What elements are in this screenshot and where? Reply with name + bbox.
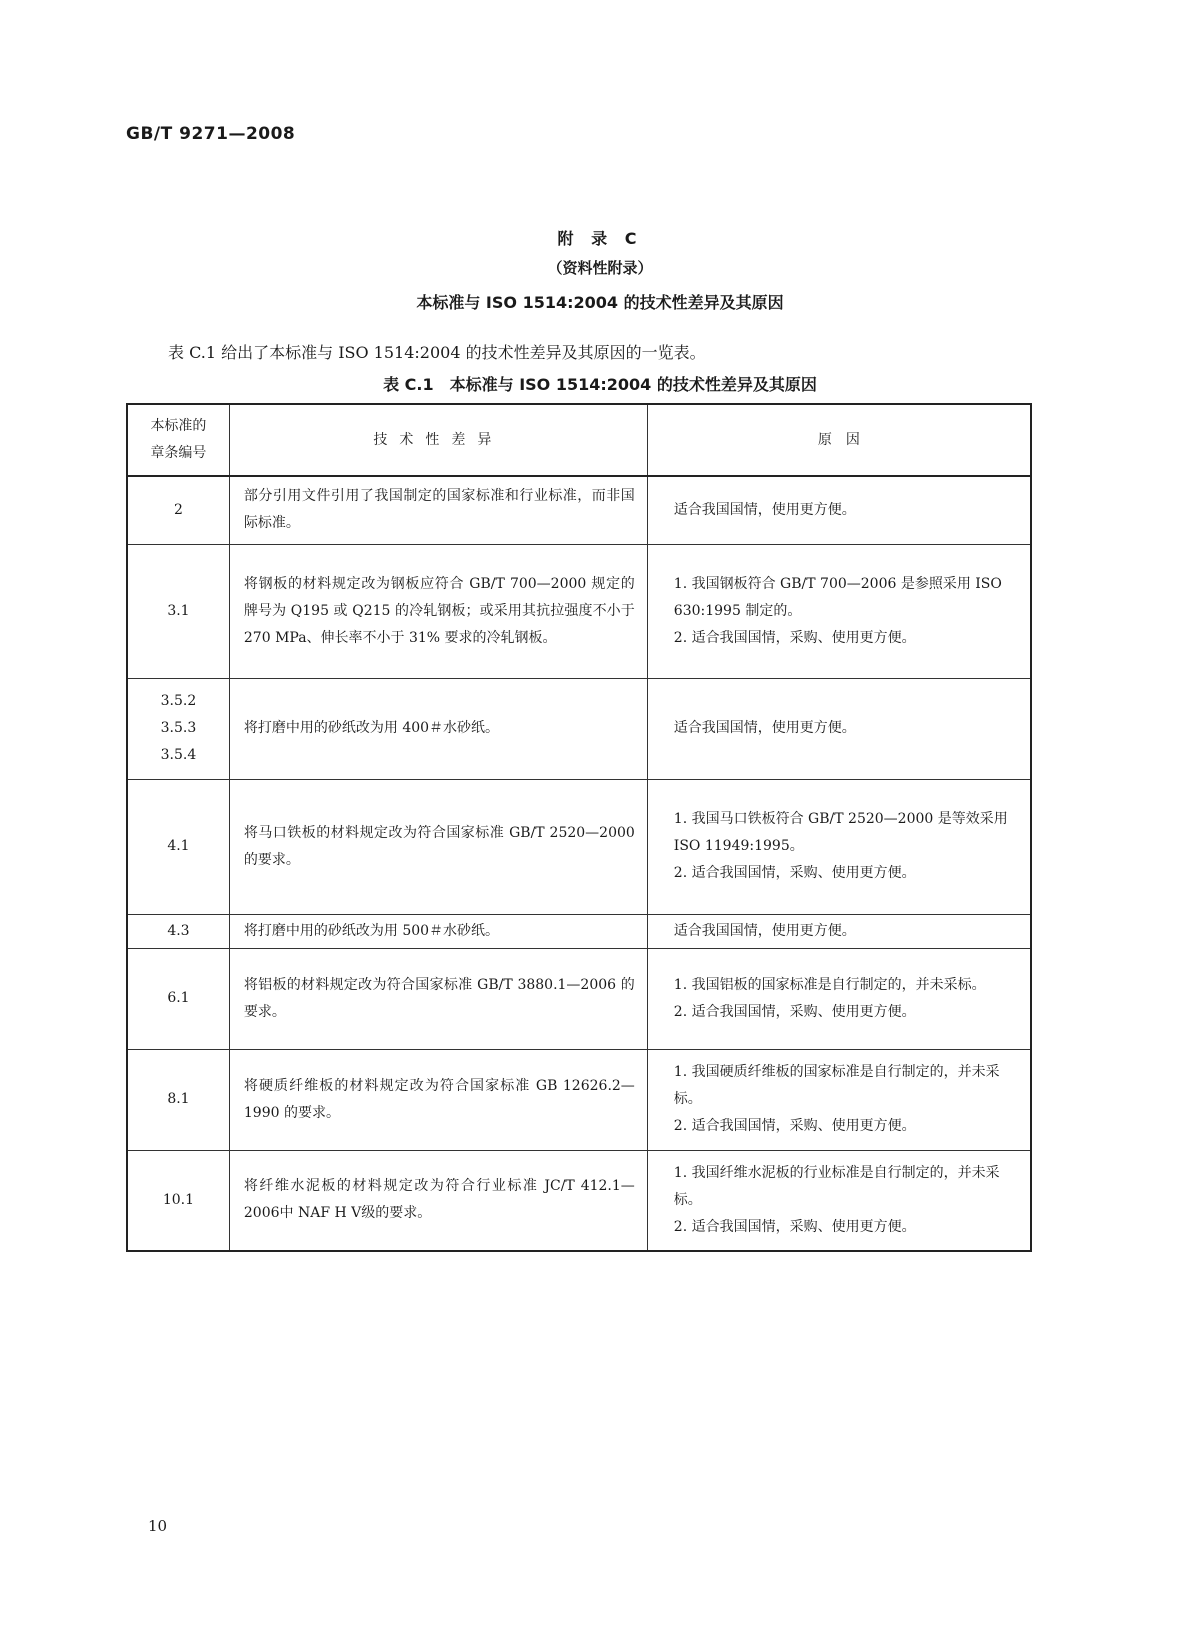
intro-paragraph: 表 C.1 给出了本标准与 ISO 1514:2004 的技术性差异及其原因的一览表。 xyxy=(168,343,706,362)
clause-cell xyxy=(127,948,229,1049)
table-row xyxy=(127,476,1031,544)
table-body xyxy=(127,476,1031,1251)
table-row xyxy=(127,779,1031,914)
clause-number: 3.1 xyxy=(167,602,190,619)
clause-number: 2 xyxy=(173,501,183,518)
reason-cell xyxy=(647,914,1031,948)
header-technical-difference xyxy=(229,404,647,476)
clause-cell xyxy=(127,544,229,678)
table-row xyxy=(127,948,1031,1049)
difference-cell xyxy=(229,476,647,544)
clause-cell xyxy=(127,779,229,914)
header-reason-label: 原 因 xyxy=(817,432,860,448)
reason-text: 2. 适合我国国情，采购、使用更方便。 xyxy=(673,629,916,646)
reason-text: 2. 适合我国国情，采购、使用更方便。 xyxy=(673,865,916,881)
header-clause-line1: 本标准的 xyxy=(150,418,207,434)
clause-number: 10.1 xyxy=(162,1191,195,1208)
reason-text: 1. 我国纤维水泥板的行业标准是自行制定的，并未采标。 xyxy=(673,1164,1000,1208)
reason-text: 适合我国国情，使用更方便。 xyxy=(673,720,856,736)
clause-cell xyxy=(127,1150,229,1251)
difference-text: 将马口铁板的材料规定改为符合国家标准 GB/T 2520—2000 的要求。 xyxy=(243,824,635,868)
difference-text: 将钢板的材料规定改为钢板应符合 GB/T 700—2000 规定的牌号为 Q195 或 Q215 的冷轧钢板；或采用其抗拉强度不小于 270 MPa、伸长率不小于 31% 要求的冷轧钢板。 xyxy=(243,575,635,646)
clause-cell xyxy=(127,1049,229,1150)
difference-cell xyxy=(229,779,647,914)
reason-cell xyxy=(647,948,1031,1049)
difference-text: 将打磨中用的砂纸改为用 400＃水砂纸。 xyxy=(243,720,500,736)
clause-number: 6.1 xyxy=(167,990,190,1006)
clause-cell xyxy=(127,476,229,544)
clause-number: 8.1 xyxy=(167,1091,190,1107)
annex-heading: 本标准与 ISO 1514:2004 的技术性差异及其原因 xyxy=(416,293,784,312)
clause-number: 4.1 xyxy=(167,838,190,854)
clause-number: 4.3 xyxy=(167,922,190,939)
reason-cell xyxy=(647,1049,1031,1150)
table-row xyxy=(127,1150,1031,1251)
difference-text: 将纤维水泥板的材料规定改为符合行业标准 JC/T 412.1—2006中 NAF H Ⅴ级的要求。 xyxy=(243,1178,635,1222)
reason-cell xyxy=(647,1150,1031,1251)
standard-code: GB/T 9271—2008 xyxy=(126,124,296,144)
annex-title: 附 录 C xyxy=(557,229,643,248)
table-row xyxy=(127,678,1031,779)
reason-text: 1. 我国硬质纤维板的国家标准是自行制定的，并未采标。 xyxy=(673,1064,1000,1107)
reason-cell xyxy=(647,678,1031,779)
reason-text: 1. 我国铝板的国家标准是自行制定的，并未采标。 xyxy=(673,976,986,993)
clause-number: 3.5.2 xyxy=(160,693,197,709)
reason-cell xyxy=(647,476,1031,544)
page-number: 10 xyxy=(148,1517,168,1535)
clause-number: 3.5.4 xyxy=(160,747,197,763)
technical-differences-table xyxy=(126,403,1032,1252)
reason-text: 2. 适合我国国情，采购、使用更方便。 xyxy=(673,1003,916,1020)
reason-text: 1. 我国马口铁板符合 GB/T 2520—2000 是等效采用 ISO 11949:1995。 xyxy=(673,811,1008,854)
difference-cell xyxy=(229,1150,647,1251)
reason-text: 1. 我国钢板符合 GB/T 700—2006 是参照采用 ISO 630:1995 制定的。 xyxy=(673,575,1002,619)
clause-cell xyxy=(127,678,229,779)
table-caption: 表 C.1 本标准与 ISO 1514:2004 的技术性差异及其原因 xyxy=(383,375,817,394)
reason-text: 适合我国国情，使用更方便。 xyxy=(673,501,856,518)
clause-number: 3.5.3 xyxy=(160,720,197,736)
reason-text: 2. 适合我国国情，采购、使用更方便。 xyxy=(673,1218,916,1235)
reason-cell xyxy=(647,779,1031,914)
header-reason xyxy=(647,404,1031,476)
reason-text: 2. 适合我国国情，采购、使用更方便。 xyxy=(673,1118,916,1134)
header-clause-line2: 章条编号 xyxy=(150,445,207,461)
difference-text: 将打磨中用的砂纸改为用 500＃水砂纸。 xyxy=(243,922,500,939)
difference-cell xyxy=(229,1049,647,1150)
table-row xyxy=(127,914,1031,948)
reason-text: 适合我国国情，使用更方便。 xyxy=(673,922,856,939)
table-row xyxy=(127,1049,1031,1150)
reason-cell xyxy=(647,544,1031,678)
difference-text: 将硬质纤维板的材料规定改为符合国家标准 GB 12626.2—1990 的要求。 xyxy=(243,1077,635,1121)
difference-text: 将铝板的材料规定改为符合国家标准 GB/T 3880.1—2006 的要求。 xyxy=(243,976,635,1020)
difference-cell xyxy=(229,948,647,1049)
table-header-row xyxy=(127,404,1031,476)
difference-cell xyxy=(229,678,647,779)
header-clause-number xyxy=(127,404,229,476)
header-diff-label: 技术性差异 xyxy=(373,432,504,448)
annex-subtitle: （资料性附录） xyxy=(547,259,653,277)
difference-cell xyxy=(229,914,647,948)
clause-cell xyxy=(127,914,229,948)
difference-text: 部分引用文件引用了我国制定的国家标准和行业标准，而非国际标准。 xyxy=(243,488,635,532)
table-row xyxy=(127,544,1031,678)
difference-cell xyxy=(229,544,647,678)
